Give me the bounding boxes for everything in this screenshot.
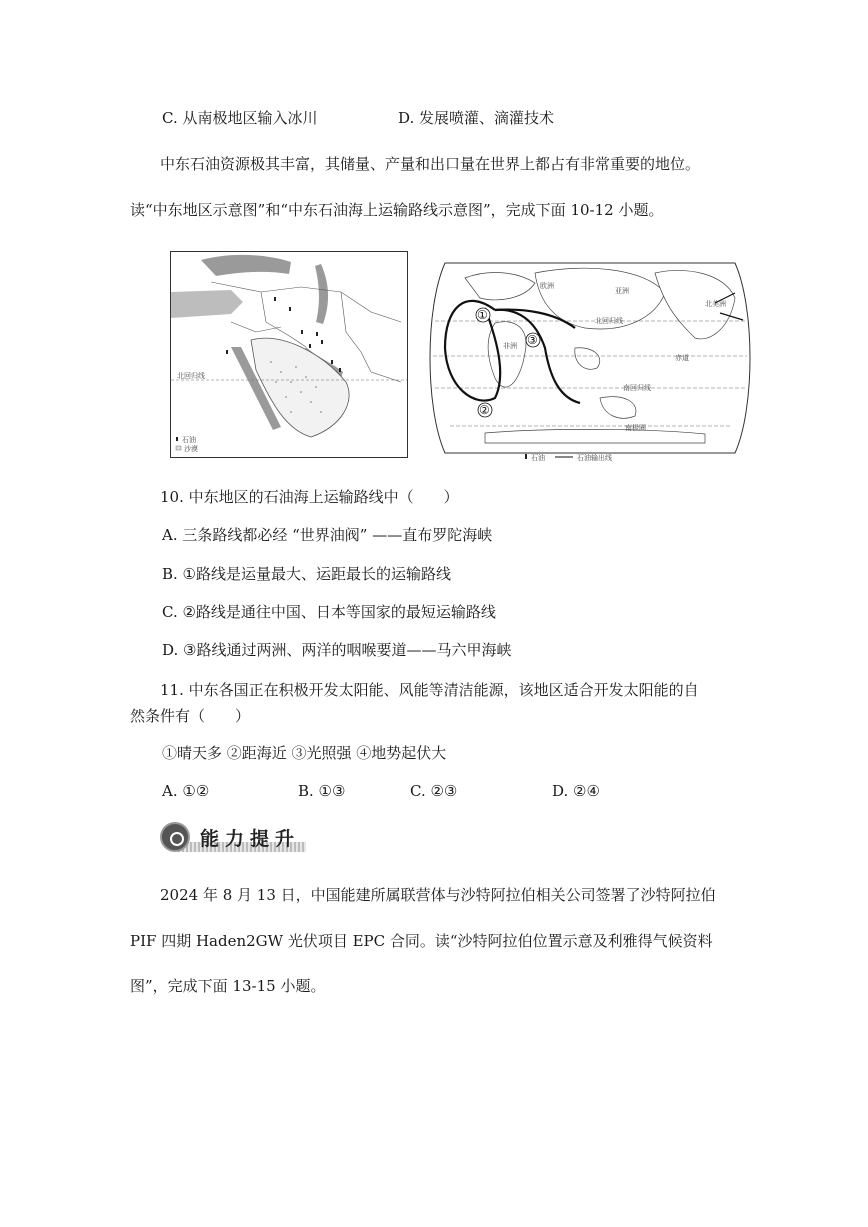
route-1-marker: ① (477, 308, 488, 322)
label-antarctic: 南极圈 (625, 424, 646, 432)
q10-stem: 10. 中东地区的石油海上运输路线中（ ） (160, 488, 459, 506)
q11-option-b: B. ①③ (298, 782, 346, 800)
oil-routes-map-graphic (425, 248, 755, 468)
passage-line-2: PIF 四期 Haden2GW 光伏项目 EPC 合同。读“沙特阿拉伯位置示意及利雅得气候资料 (130, 932, 713, 950)
q11-stem-1: 11. 中东各国正在积极开发太阳能、风能等清洁能源，该地区适合开发太阳能的自 (160, 681, 699, 699)
option-c-prev: C. 从南极地区输入冰川 (162, 109, 318, 127)
legend-oil-right: 石油 (531, 454, 545, 462)
route-3-marker: ③ (527, 333, 538, 347)
middle-east-map (170, 251, 408, 458)
route-2-marker: ② (479, 403, 490, 417)
q11-stem-2: 然条件有（ ） (130, 707, 251, 725)
label-north-america: 北美洲 (705, 300, 726, 308)
q10-option-c: C. ②路线是通往中国、日本等国家的最短运输路线 (162, 603, 496, 621)
label-africa: 非洲 (503, 342, 517, 350)
middle-east-map-graphic (171, 252, 407, 457)
legend-desert-label: 沙漠 (184, 445, 198, 453)
q10-option-a: A. 三条路线都必经 “世界油阀” ——直布罗陀海峡 (162, 526, 493, 544)
q11-option-d: D. ②④ (552, 782, 600, 800)
oil-routes-map (425, 248, 755, 468)
option-d-prev: D. 发展喷灌、滴灌技术 (398, 109, 555, 127)
label-asia: 亚洲 (615, 287, 629, 295)
legend-oil-label: 石油 (182, 436, 196, 444)
stopwatch-icon (160, 822, 190, 852)
label-europe: 欧洲 (540, 282, 554, 290)
label-tropic-north: 北回归线 (595, 317, 623, 325)
q11-option-a: A. ①② (162, 782, 210, 800)
section-title: 能力提升 (200, 828, 301, 850)
label-equator: 赤道 (675, 354, 689, 362)
passage-line-1: 2024 年 8 月 13 日，中国能建所属联营体与沙特阿拉伯相关公司签署了沙特阿拉伯 (160, 886, 716, 904)
tropic-label: 北回归线 (177, 372, 205, 380)
passage-line-3: 图”，完成下面 13-15 小题。 (130, 977, 326, 995)
section-header (160, 820, 305, 856)
intro-line-2: 读“中东地区示意图”和“中东石油海上运输路线示意图”，完成下面 10-12 小题。 (130, 201, 664, 219)
q10-option-d: D. ③路线通过两洲、两洋的咽喉要道——马六甲海峡 (162, 641, 512, 659)
q10-option-b: B. ①路线是运量最大、运距最长的运输路线 (162, 565, 452, 583)
q11-items: ①晴天多 ②距海近 ③光照强 ④地势起伏大 (162, 744, 447, 762)
legend-route-right: 石油输出线 (577, 454, 612, 462)
intro-line-1: 中东石油资源极其丰富，其储量、产量和出口量在世界上都占有非常重要的地位。 (160, 155, 701, 173)
label-tropic-south: 南回归线 (623, 384, 651, 392)
q11-option-c: C. ②③ (410, 782, 458, 800)
